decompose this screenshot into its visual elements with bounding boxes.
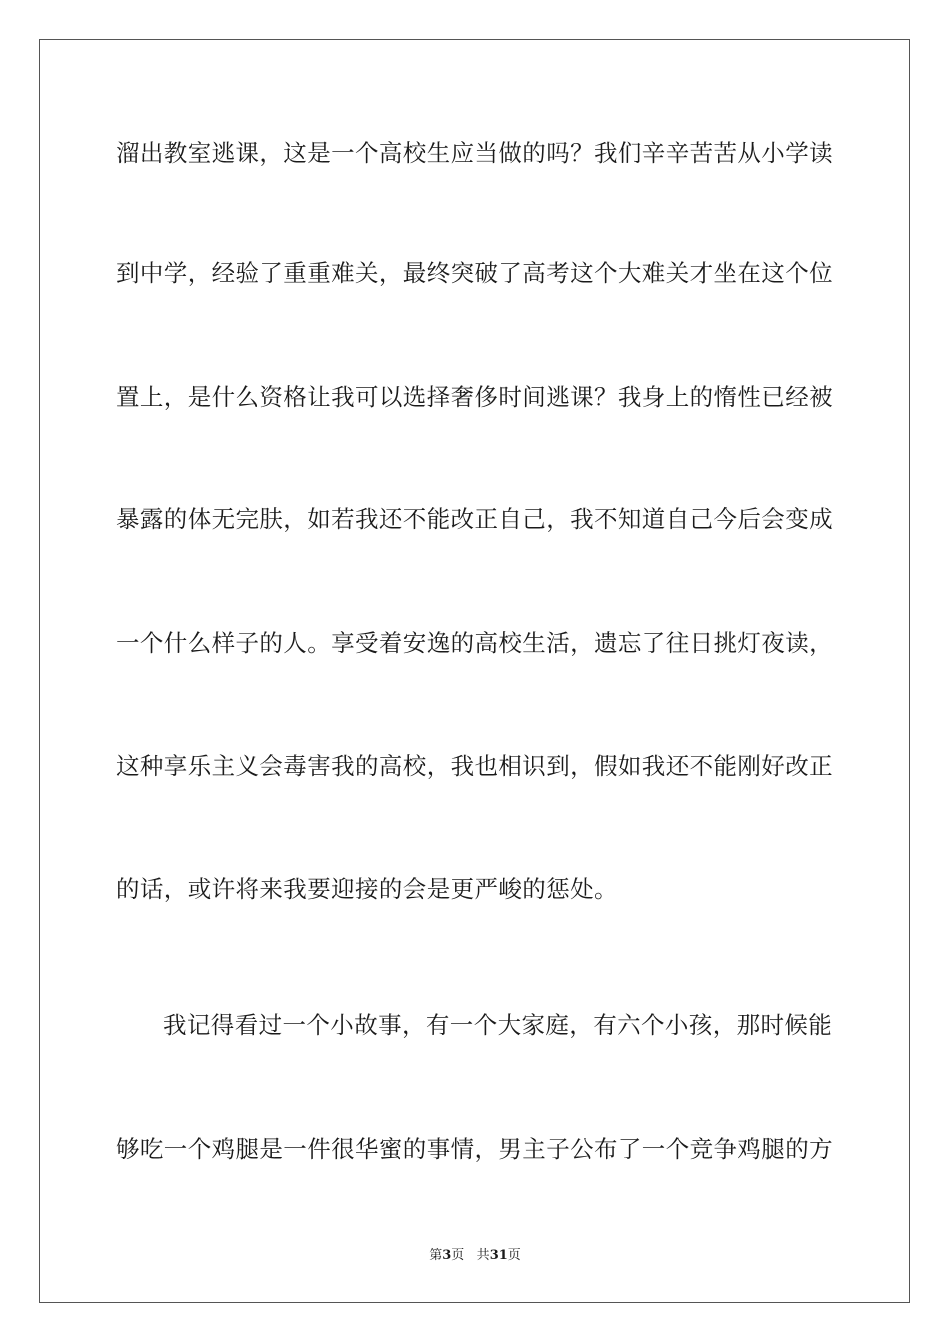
page-border [39, 39, 910, 1303]
text-line-8: 我记得看过一个小故事，有一个大家庭，有六个小孩，那时候能 [163, 1011, 833, 1039]
text-line-9: 够吃一个鸡腿是一件很华蜜的事情，男主子公布了一个竞争鸡腿的方 [116, 1135, 833, 1163]
page-footer [0, 1247, 950, 1265]
total-pages: 31 [489, 1248, 508, 1263]
text-line-5: 一个什么样子的人。享受着安逸的高校生活，遗忘了往日挑灯夜读， [116, 629, 833, 657]
text-line-4: 暴露的体无完肤，如若我还不能改正自己，我不知道自己今后会变成 [116, 505, 833, 533]
page-suffix: 页 [451, 1248, 465, 1263]
text-line-7: 的话，或许将来我要迎接的会是更严峻的惩处。 [116, 875, 618, 903]
page-prefix: 第 [429, 1248, 443, 1263]
text-line-3: 置上，是什么资格让我可以选择奢侈时间逃课？我身上的惰性已经被 [116, 383, 833, 411]
total-prefix: 共 [476, 1248, 490, 1263]
text-line-2: 到中学，经验了重重难关，最终突破了高考这个大难关才坐在这个位 [116, 259, 833, 287]
text-line-1: 溜出教室逃课，这是一个高校生应当做的吗？我们辛辛苦苦从小学读 [116, 139, 833, 167]
total-suffix: 页 [507, 1248, 521, 1263]
page-number: 3 [442, 1248, 452, 1263]
text-line-6: 这种享乐主义会毒害我的高校，我也相识到，假如我还不能刚好改正 [116, 752, 833, 780]
